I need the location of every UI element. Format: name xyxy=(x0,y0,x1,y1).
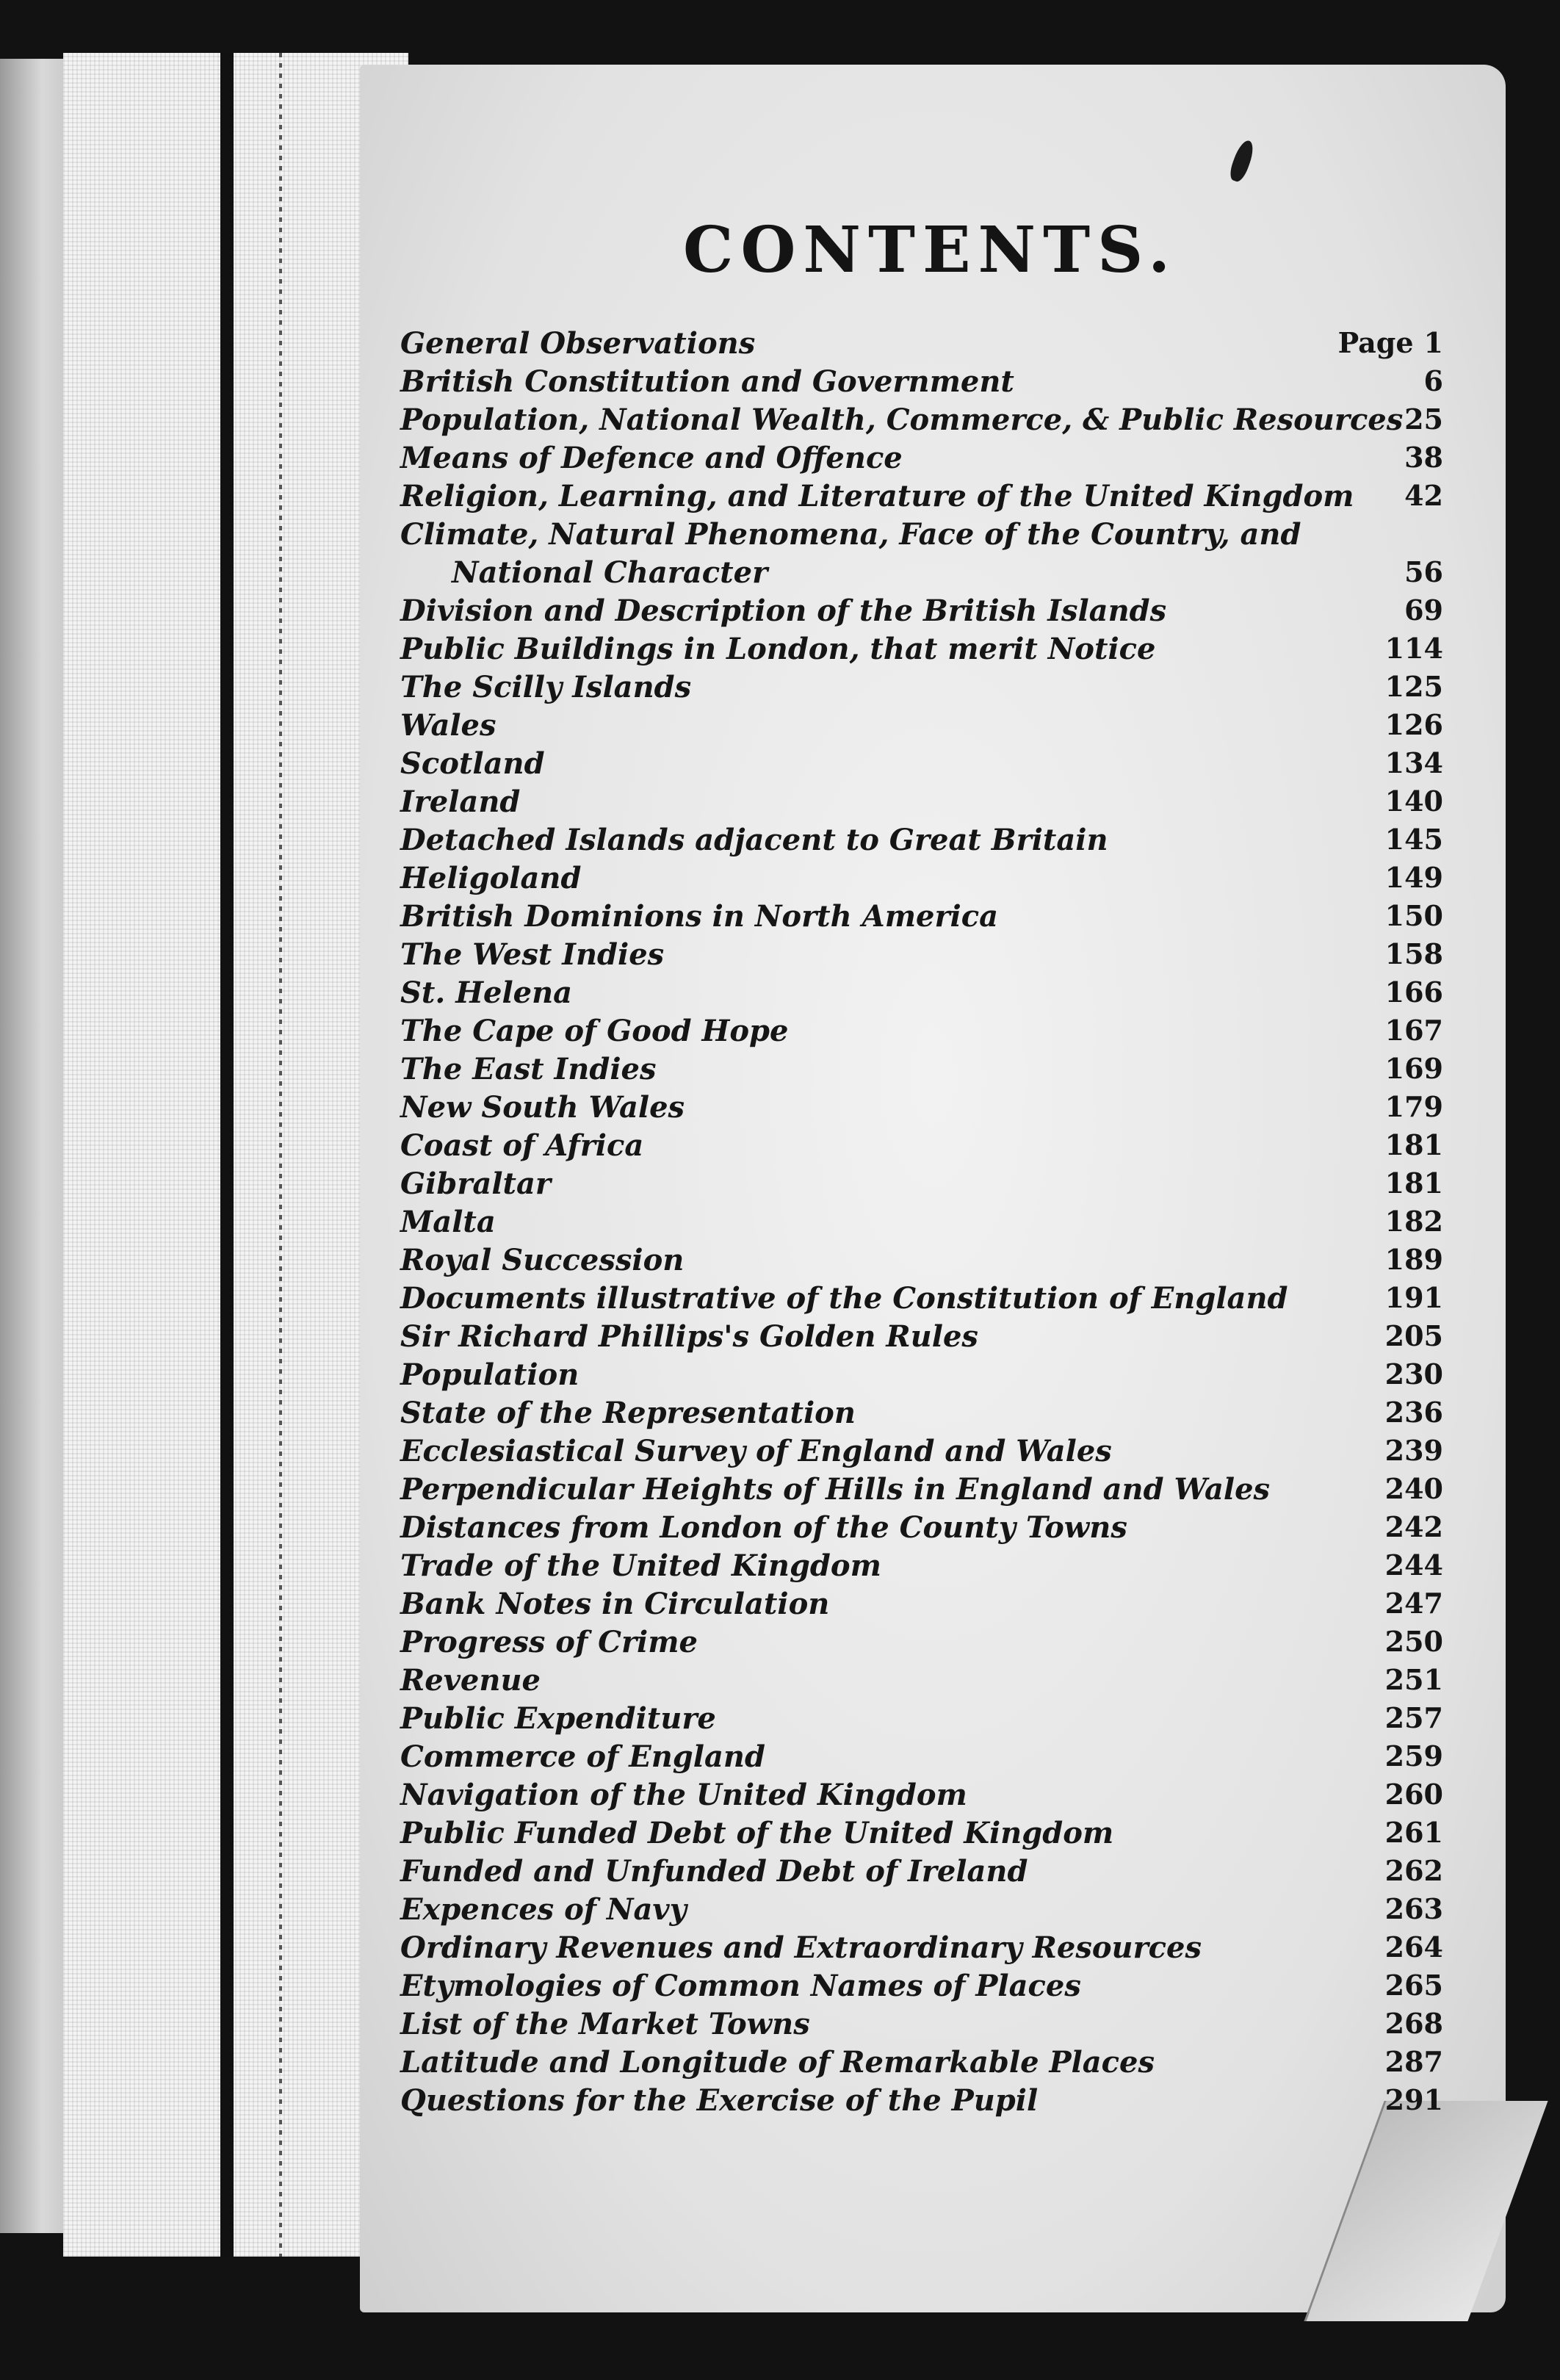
toc-entry-title: Means of Defence and Offence xyxy=(400,441,903,475)
page-number: 25 xyxy=(1404,403,1443,436)
toc-entry-title: Detached Islands adjacent to Great Britain xyxy=(400,823,1108,857)
toc-entry xyxy=(400,782,1443,820)
toc-entry xyxy=(400,1469,1443,1507)
book-binding xyxy=(63,53,408,2257)
toc-entry xyxy=(400,1393,1443,1431)
toc-entry xyxy=(400,1813,1443,1851)
toc-entry-title: Trade of the United Kingdom xyxy=(400,1548,881,1583)
page-number: 240 xyxy=(1384,1472,1443,1505)
toc-entry-title: Bank Notes in Circulation xyxy=(400,1587,830,1621)
toc-entry-page xyxy=(1404,441,1443,474)
toc-entry xyxy=(400,973,1443,1011)
toc-entry-title: The West Indies xyxy=(400,937,665,972)
toc-entry-title: Questions for the Exercise of the Pupil xyxy=(400,2083,1039,2118)
page-number: 181 xyxy=(1384,1166,1443,1200)
toc-entry xyxy=(400,1507,1443,1546)
page-number: 42 xyxy=(1404,479,1443,512)
toc-entry-title: Revenue xyxy=(400,1663,541,1698)
toc-entry-title: Climate, Natural Phenomena, Face of the Country, and xyxy=(400,517,1301,552)
toc-entry-page xyxy=(1385,1281,1443,1314)
toc-entry-title: The East Indies xyxy=(400,1052,657,1086)
toc-entry-page xyxy=(1385,1663,1443,1696)
toc-entry-title: The Cape of Good Hope xyxy=(400,1014,789,1048)
toc-entry xyxy=(400,438,1443,476)
toc-entry xyxy=(400,1889,1443,1928)
toc-entry-title: Malta xyxy=(400,1205,496,1239)
page-number: 38 xyxy=(1404,441,1443,474)
toc-entry-title: British Dominions in North America xyxy=(400,899,999,934)
toc-entry-page xyxy=(1385,670,1443,703)
page-number: 182 xyxy=(1384,1205,1443,1238)
page-number: 263 xyxy=(1384,1892,1443,1925)
toc-entry xyxy=(400,1087,1443,1125)
toc-entry-page xyxy=(1404,555,1443,588)
toc-entry-page xyxy=(1385,1357,1443,1391)
toc-entry-page xyxy=(1385,861,1443,894)
toc-entry-title: Commerce of England xyxy=(400,1739,765,1774)
toc-entry-page xyxy=(1385,1739,1443,1773)
page-column-label: Page xyxy=(1337,326,1414,359)
page-number: 291 xyxy=(1384,2083,1443,2116)
toc-entry-page xyxy=(1404,479,1443,512)
toc-entry-page xyxy=(1385,632,1443,665)
toc-entry-title: Perpendicular Heights of Hills in England and Wales xyxy=(400,1472,1271,1507)
page-number: 251 xyxy=(1384,1663,1443,1696)
binding-stitching xyxy=(279,53,282,2257)
toc-entry-page xyxy=(1385,1701,1443,1734)
toc-entry-page xyxy=(1385,1014,1443,1047)
toc-entry-title: Ordinary Revenues and Extraordinary Resources xyxy=(400,1930,1202,1965)
toc-entry xyxy=(400,1622,1443,1660)
toc-entry xyxy=(400,743,1443,782)
toc-entry-title: Etymologies of Common Names of Places xyxy=(400,1969,1081,2003)
page-number: 191 xyxy=(1384,1281,1443,1314)
page-number: 69 xyxy=(1404,594,1443,627)
toc-entry-title: Heligoland xyxy=(400,861,582,895)
page-number: 262 xyxy=(1384,1854,1443,1887)
toc-entry-page xyxy=(1404,594,1443,627)
toc-entry xyxy=(400,858,1443,896)
toc-entry-title: British Constitution and Government xyxy=(400,364,1014,399)
toc-entry-page xyxy=(1385,1205,1443,1238)
toc-entry-title: Scotland xyxy=(400,746,545,781)
toc-entry-title: Public Expenditure xyxy=(400,1701,716,1736)
toc-entry xyxy=(400,1240,1443,1278)
toc-entry-title: Population, National Wealth, Commerce, & Public Resources xyxy=(400,403,1404,437)
toc-entry-page xyxy=(1385,1892,1443,1925)
toc-entry-page xyxy=(1385,1816,1443,1849)
toc-entry xyxy=(400,1049,1443,1087)
toc-entry xyxy=(400,1660,1443,1698)
toc-entry xyxy=(400,2004,1443,2042)
toc-entry-title: Documents illustrative of the Constitution of England xyxy=(400,1281,1288,1316)
toc-entry-page xyxy=(1385,1587,1443,1620)
page-number: 236 xyxy=(1384,1396,1443,1429)
toc-entry xyxy=(400,400,1443,438)
toc-entry-page xyxy=(1385,1548,1443,1582)
toc-entry xyxy=(400,896,1443,934)
toc-entry-page xyxy=(1385,1396,1443,1429)
page-title: CONTENTS. xyxy=(683,213,1178,287)
toc-entry xyxy=(400,629,1443,667)
binding-gap xyxy=(220,53,234,2257)
toc-entry xyxy=(400,1278,1443,1316)
toc-entry-title: St. Helena xyxy=(400,976,573,1010)
toc-entry-page xyxy=(1385,2045,1443,2078)
toc-entry-title: Population xyxy=(400,1357,579,1392)
page-number: 114 xyxy=(1384,632,1443,665)
toc-entry-title: Division and Description of the British Islands xyxy=(400,594,1167,628)
toc-entry xyxy=(400,1011,1443,1049)
toc-entry-title: Ireland xyxy=(400,785,521,819)
toc-entry-title: New South Wales xyxy=(400,1090,685,1125)
toc-entry xyxy=(400,323,1443,361)
toc-entry-page xyxy=(1385,1243,1443,1276)
toc-entry xyxy=(400,1851,1443,1889)
toc-entry xyxy=(400,1928,1443,1966)
toc-entry-title: Religion, Learning, and Literature of the United Kingdom xyxy=(400,479,1354,513)
toc-entry xyxy=(400,552,1443,591)
toc-entry xyxy=(400,1125,1443,1164)
toc-entry-page xyxy=(1424,364,1443,397)
toc-entry xyxy=(400,1316,1443,1355)
page-number: 257 xyxy=(1384,1701,1443,1734)
toc-entry xyxy=(400,1775,1443,1813)
toc-entry-page xyxy=(1338,326,1443,359)
toc-entry-page xyxy=(1385,1090,1443,1123)
page-number: 242 xyxy=(1384,1510,1443,1543)
toc-entry-title: National Character xyxy=(452,555,768,590)
toc-entry-page xyxy=(1385,823,1443,856)
page-number: 150 xyxy=(1384,899,1443,932)
toc-entry-page xyxy=(1385,1052,1443,1085)
toc-entry-page xyxy=(1385,746,1443,779)
toc-entry-page xyxy=(1385,1472,1443,1505)
toc-entry-page xyxy=(1385,708,1443,741)
page-number: 149 xyxy=(1384,861,1443,894)
page-number: 264 xyxy=(1384,1930,1443,1964)
toc-entry xyxy=(400,476,1443,514)
page-number: 230 xyxy=(1384,1357,1443,1391)
toc-entry-title: List of the Market Towns xyxy=(400,2007,810,2041)
toc-entry-page xyxy=(1385,1930,1443,1964)
page-number: 169 xyxy=(1384,1052,1443,1085)
toc-entry-page xyxy=(1385,785,1443,818)
toc-entry xyxy=(400,820,1443,858)
page-number: 261 xyxy=(1384,1816,1443,1849)
toc-entry-title: Public Funded Debt of the United Kingdom xyxy=(400,1816,1114,1850)
toc-entry-title: Public Buildings in London, that merit Notice xyxy=(400,632,1156,666)
page-number: 179 xyxy=(1384,1090,1443,1123)
page-number: 260 xyxy=(1384,1778,1443,1811)
page-number: 265 xyxy=(1384,1969,1443,2002)
page-number: 56 xyxy=(1404,555,1443,588)
page-number: 268 xyxy=(1384,2007,1443,2040)
page-number: 167 xyxy=(1384,1014,1443,1047)
toc-entry-page xyxy=(1385,1625,1443,1658)
page-number: 189 xyxy=(1384,1243,1443,1276)
page-number: 259 xyxy=(1384,1739,1443,1773)
page-number: 134 xyxy=(1384,746,1443,779)
toc-entry-title: Latitude and Longitude of Remarkable Places xyxy=(400,2045,1155,2080)
toc-entry xyxy=(400,2042,1443,2080)
toc-entry-title: Expences of Navy xyxy=(400,1892,687,1927)
page-number: 166 xyxy=(1384,976,1443,1009)
toc-entry xyxy=(400,1737,1443,1775)
toc-entry xyxy=(400,1698,1443,1737)
page-number: 205 xyxy=(1384,1319,1443,1352)
toc-entry-title: General Observations xyxy=(400,326,756,361)
toc-entry-title: Distances from London of the County Towns xyxy=(400,1510,1127,1545)
toc-entry-page xyxy=(1385,1128,1443,1161)
toc-entry xyxy=(400,2080,1443,2118)
toc-entry-title: Ecclesiastical Survey of England and Wales xyxy=(400,1434,1112,1468)
page-number: 287 xyxy=(1384,2045,1443,2078)
toc-entry-title: The Scilly Islands xyxy=(400,670,692,704)
toc-entry xyxy=(400,705,1443,743)
toc-entry-page xyxy=(1385,1166,1443,1200)
page-number: 250 xyxy=(1384,1625,1443,1658)
page-number: 1 xyxy=(1423,326,1443,359)
toc-entry xyxy=(400,1431,1443,1469)
page-number: 126 xyxy=(1384,708,1443,741)
toc-entry xyxy=(400,667,1443,705)
page-number: 140 xyxy=(1384,785,1443,818)
toc-entry-page xyxy=(1385,1434,1443,1467)
toc-entry xyxy=(400,1584,1443,1622)
toc-entry xyxy=(400,1546,1443,1584)
page-number: 6 xyxy=(1423,364,1443,397)
toc-entry-page xyxy=(1385,976,1443,1009)
facing-page-edge xyxy=(0,59,71,2233)
toc-entry xyxy=(400,514,1443,552)
toc-entry-page xyxy=(1385,1319,1443,1352)
toc-entry-title: Funded and Unfunded Debt of Ireland xyxy=(400,1854,1028,1889)
toc-entry-page xyxy=(1404,403,1443,436)
toc-entry xyxy=(400,361,1443,400)
toc-entry-page xyxy=(1385,1969,1443,2002)
page-number: 181 xyxy=(1384,1128,1443,1161)
toc-entry-page xyxy=(1385,1510,1443,1543)
toc-entry-page xyxy=(1385,899,1443,932)
page-number: 244 xyxy=(1384,1548,1443,1582)
toc-entry xyxy=(400,1164,1443,1202)
page-number: 125 xyxy=(1384,670,1443,703)
toc-entry-title: Navigation of the United Kingdom xyxy=(400,1778,967,1812)
page-number: 145 xyxy=(1384,823,1443,856)
table-of-contents xyxy=(400,323,1443,2118)
toc-entry-page xyxy=(1385,2007,1443,2040)
toc-entry xyxy=(400,1202,1443,1240)
page-number: 247 xyxy=(1384,1587,1443,1620)
toc-entry-title: Sir Richard Phillips's Golden Rules xyxy=(400,1319,978,1354)
toc-entry-page xyxy=(1385,2083,1443,2116)
toc-entry-page xyxy=(1385,937,1443,970)
page-number: 158 xyxy=(1384,937,1443,970)
toc-entry xyxy=(400,1966,1443,2004)
toc-entry-title: Progress of Crime xyxy=(400,1625,698,1659)
toc-entry-title: Royal Succession xyxy=(400,1243,685,1277)
toc-entry-title: Coast of Africa xyxy=(400,1128,644,1163)
toc-entry-title: State of the Representation xyxy=(400,1396,856,1430)
toc-entry xyxy=(400,934,1443,973)
toc-entry-page xyxy=(1385,1778,1443,1811)
toc-entry xyxy=(400,591,1443,629)
toc-entry-title: Gibraltar xyxy=(400,1166,551,1201)
toc-entry xyxy=(400,1355,1443,1393)
page-number: 239 xyxy=(1384,1434,1443,1467)
toc-entry-page xyxy=(1385,1854,1443,1887)
toc-entry-title: Wales xyxy=(400,708,496,743)
